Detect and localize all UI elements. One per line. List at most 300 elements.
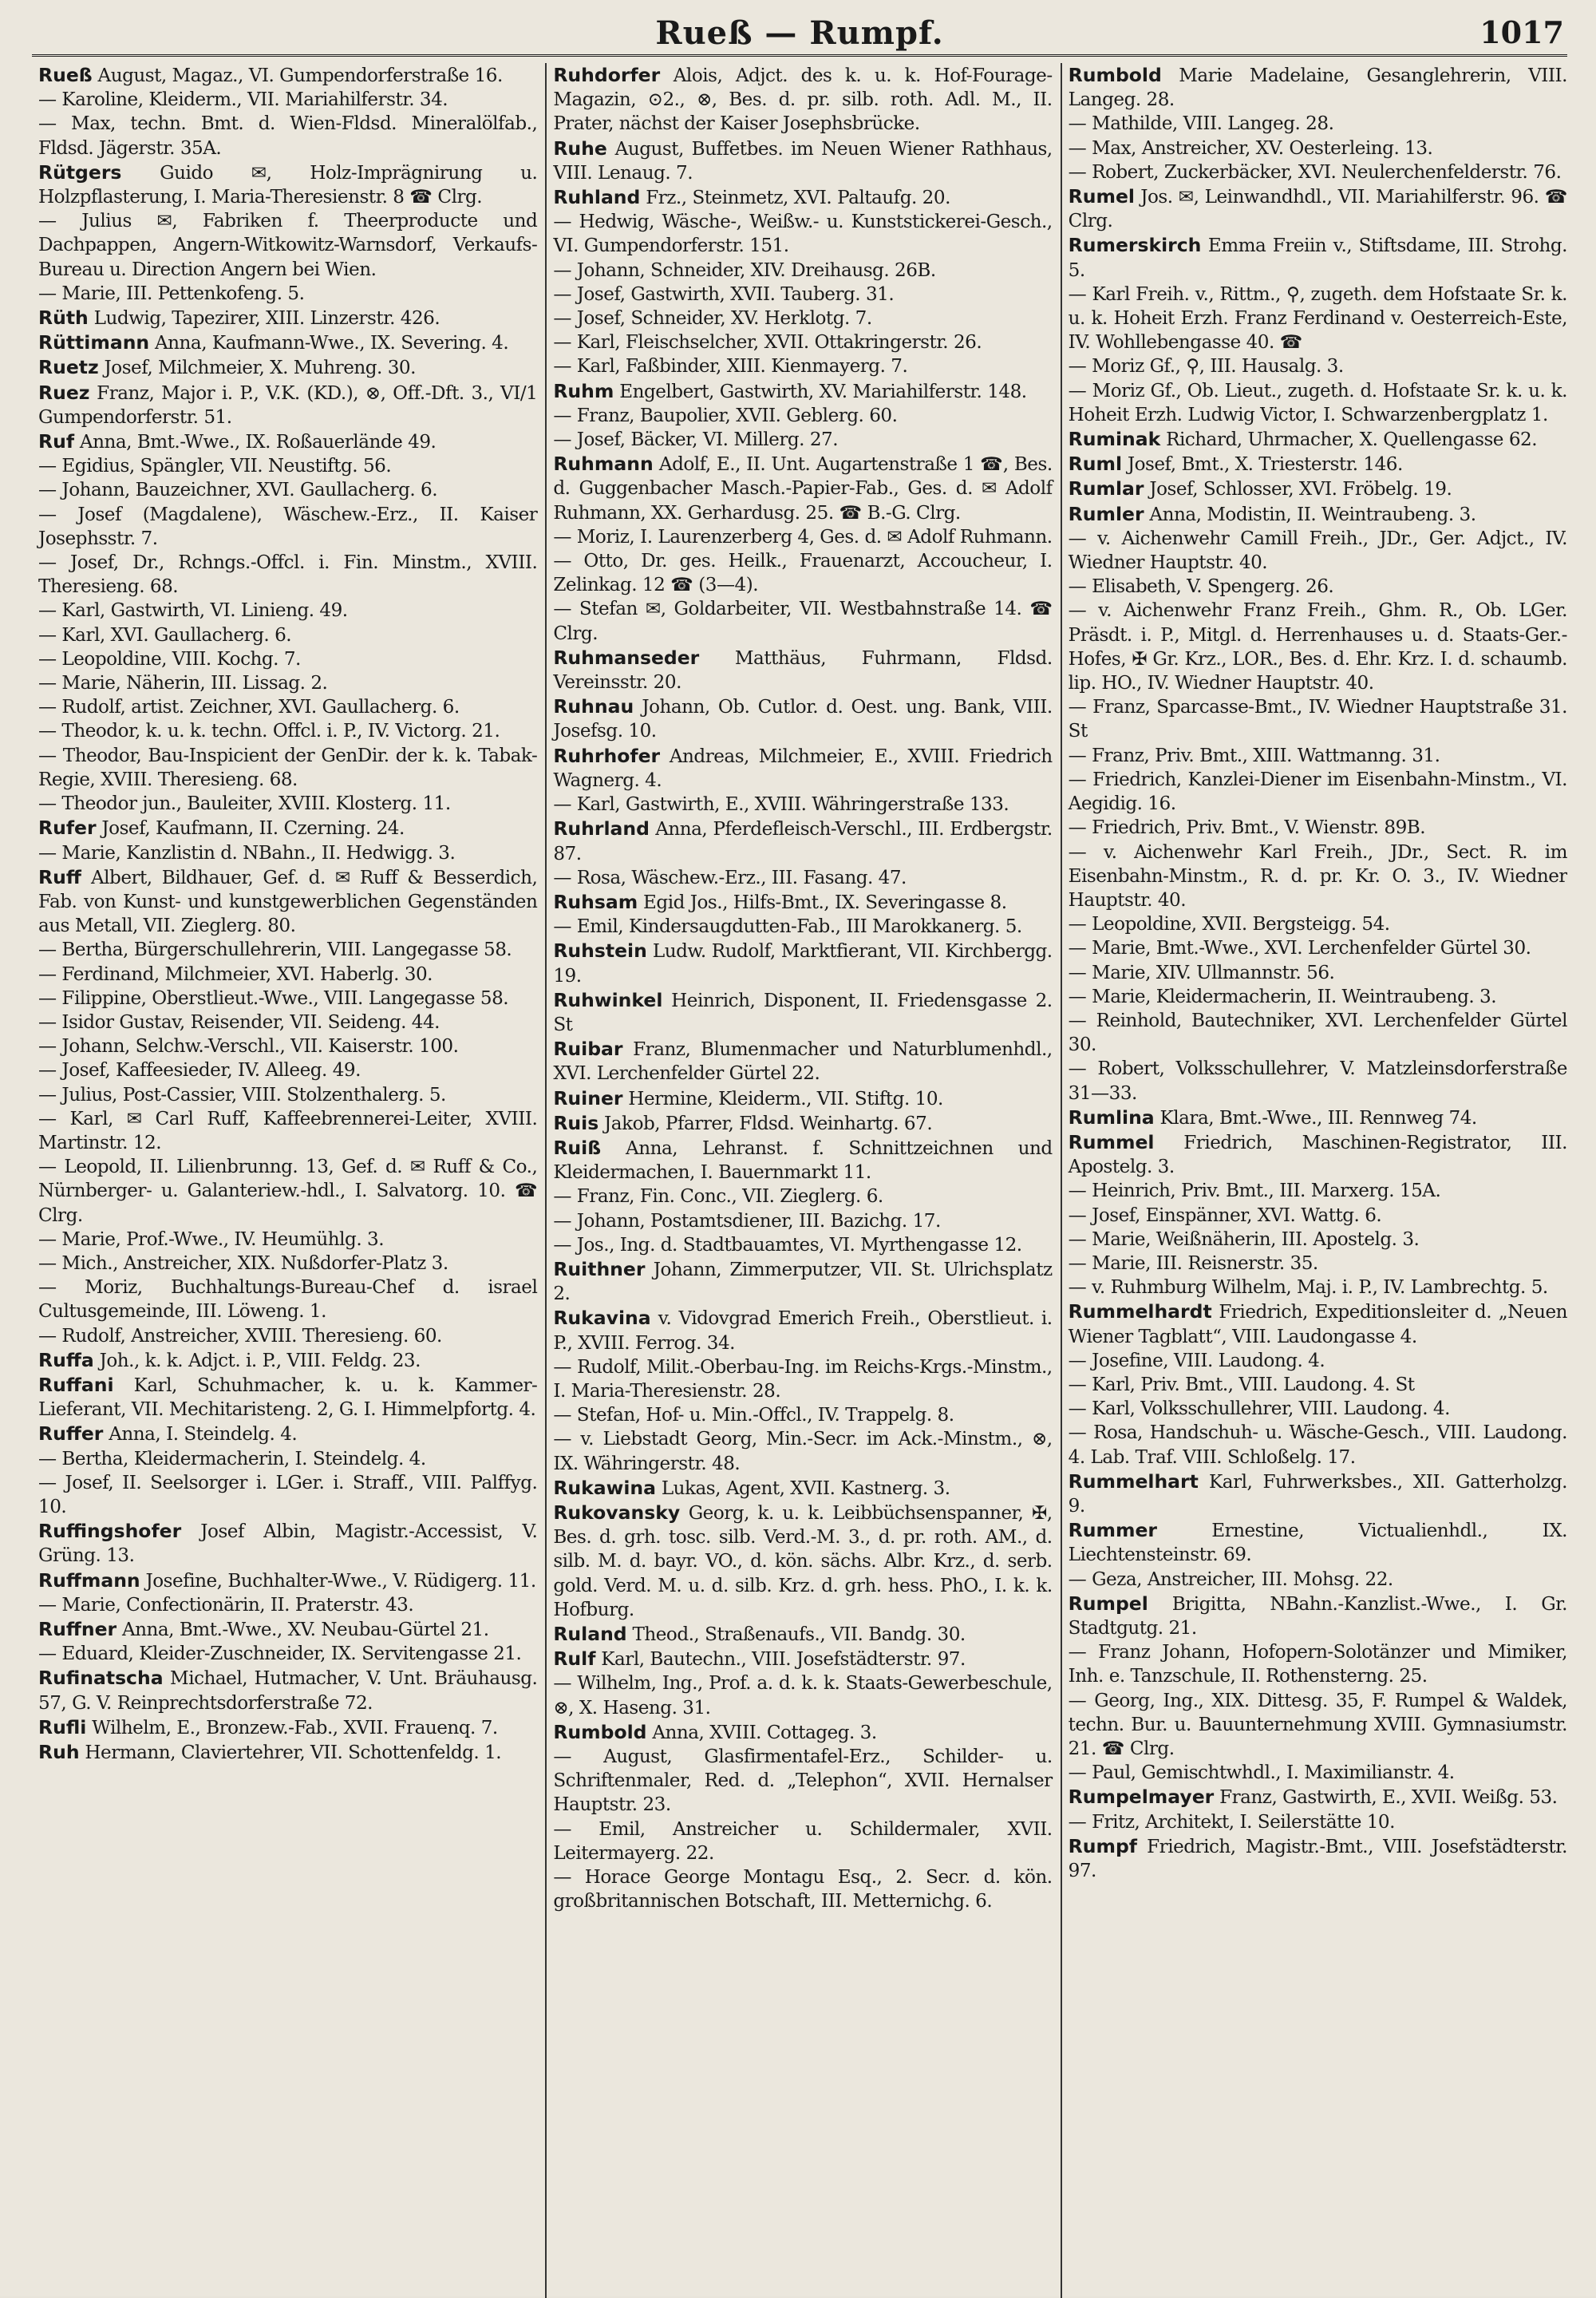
entry-text: Frz., Steinmetz, XVI. Paltaufg. 20.: [640, 188, 950, 209]
entry-text: Richard, Uhrmacher, X. Quellengasse 62.: [1160, 429, 1538, 451]
directory-entry: [1067, 136, 1567, 160]
entry-surname: Rukavina: [553, 1307, 651, 1330]
directory-entry: [1067, 695, 1567, 743]
directory-entry: [37, 88, 537, 112]
entry-text: — Marie, XIV. Ullmannstr. 56.: [1068, 962, 1335, 983]
entry-text: — Emil, Kindersaugdutten-Fab., III Marokkanerg. 5.: [553, 916, 1022, 938]
directory-entry: [37, 1593, 537, 1617]
directory-entry: [37, 1422, 537, 1446]
directory-entry: [37, 1348, 537, 1373]
entry-text: — Rudolf, Anstreicher, XVIII. Theresieng. 60.: [38, 1325, 442, 1347]
entry-text: Joh., k. k. Adjct. i. P., VIII. Feldg. 23.: [93, 1350, 421, 1371]
directory-entry: [37, 987, 537, 1011]
entry-surname: Ruis: [553, 1111, 599, 1134]
entry-surname: Rütgers: [38, 160, 122, 184]
directory-entry: [37, 963, 537, 987]
entry-text: — Max, Anstreicher, XV. Oesterleing. 13.: [1068, 137, 1433, 159]
entry-text: Anna, Pferdefleisch-Verschl., III. Erdbergstr. 87.: [553, 819, 1053, 864]
entry-text: — Johann, Postamtsdiener, III. Bazichg. 17.: [553, 1210, 941, 1232]
entry-surname: Ruhm: [553, 379, 614, 402]
directory-entry: [1067, 1785, 1567, 1810]
directory-entry: [37, 1058, 537, 1082]
entry-text: — Rudolf, Milit.-Oberbau-Ing. im Reichs-Krgs.-Minstm., I. Maria-Theresienstr. 28.: [553, 1356, 1053, 1402]
entry-text: — Julius, Post-Cassier, VIII. Stolzenthalerg. 5.: [38, 1084, 446, 1105]
entry-text: Ludw. Rudolf, Marktfierant, VII. Kirchbergg. 19.: [553, 941, 1053, 987]
entry-text: — Leopoldine, VIII. Kochg. 7.: [38, 648, 301, 670]
entry-text: Josef, Kaufmann, II. Czerning. 24.: [96, 818, 405, 840]
entry-text: — Moriz, Buchhaltungs-Bureau-Chef d. israel Cultusgemeinde, III. Löweng. 1.: [38, 1277, 538, 1323]
entry-text: Johann, Zimmerputzer, VII. St. Ulrichsplatz 2.: [553, 1259, 1053, 1305]
entry-text: — Robert, Volksschullehrer, V. Matzleinsdorferstraße 31—33.: [1068, 1058, 1567, 1104]
directory-entry: [551, 452, 1052, 525]
entry-text: — Josef (Magdalene), Wäschew.-Erz., II. Kaiser Josephsstr. 7.: [38, 504, 538, 549]
directory-entry: [551, 744, 1052, 793]
directory-entry: [1067, 1179, 1567, 1203]
entry-text: — Wilhelm, Ing., Prof. a. d. k. k. Staats-Gewerbeschule, ⊗, X. Haseng. 31.: [553, 1673, 1053, 1719]
directory-entry: [551, 210, 1052, 258]
directory-entry: [37, 112, 537, 160]
entry-text: — Karl, Volksschullehrer, VIII. Laudong. 4.: [1068, 1398, 1450, 1420]
entry-text: — Johann, Schneider, XIV. Dreihausg. 26B.: [553, 259, 936, 281]
entry-text: Heinrich, Disponent, II. Friedensgasse 2. St: [553, 990, 1053, 1035]
entry-text: — Moriz Gf., Ob. Lieut., zugeth. d. Hofstaate Sr. k. u. k. Hoheit Erzh. Ludwig Victor, I. Schwarzenbergplatz 1.: [1068, 380, 1567, 425]
directory-entry: [37, 1107, 537, 1155]
directory-entry: [551, 1185, 1052, 1208]
entry-text: — Bertha, Bürgerschullehrerin, VIII. Langegasse 58.: [38, 939, 512, 961]
directory-entry: [1067, 354, 1567, 378]
directory-entry: [1067, 502, 1567, 527]
entry-text: Adolf, E., II. Unt. Augartenstraße 1 ☎, Bes. d. Guggenbacher Masch.-Papier-Fab., Ges. d. ✉ Adolf Ruhmann, XX. Gerhardusg. 25. ☎ B.-G. Clrg.: [553, 454, 1053, 524]
directory-entry: [1067, 1130, 1567, 1179]
entry-surname: Ruffani: [38, 1373, 114, 1396]
directory-entry: [1067, 1105, 1567, 1130]
entry-text: — Fritz, Architekt, I. Seilerstätte 10.: [1068, 1811, 1395, 1833]
entry-text: Josef, Milchmeier, X. Muhreng. 30.: [98, 358, 416, 379]
directory-entry: [1067, 63, 1567, 112]
entry-text: — August, Glasfirmentafel-Erz., Schilder- u. Schriftenmaler, Red. d. „Telephon“, XVII. Hernalser Hauptstr. 23.: [553, 1746, 1053, 1816]
entry-text: — Ferdinand, Milchmeier, XVI. Haberlg. 30.: [38, 963, 433, 985]
directory-columns: [32, 63, 1567, 2298]
directory-entry: [551, 428, 1052, 452]
column-left: [32, 63, 547, 2298]
directory-entry: [37, 792, 537, 816]
directory-entry: [551, 890, 1052, 915]
entry-text: Anna, Lehranst. f. Schnittzeichnen und Kleidermachen, I. Bauernmarkt 11.: [553, 1137, 1053, 1184]
directory-entry: [37, 478, 537, 502]
entry-surname: Rufli: [38, 1715, 87, 1738]
entry-surname: Ruffer: [38, 1422, 104, 1446]
directory-entry: [551, 525, 1052, 549]
directory-entry: [1067, 1373, 1567, 1397]
entry-surname: Rumpf: [1068, 1834, 1138, 1857]
entry-surname: Ruffingshofer: [38, 1520, 182, 1543]
directory-entry: [37, 1228, 537, 1252]
entry-text: — Karl, XVI. Gaullacherg. 6.: [38, 624, 292, 646]
directory-entry: [37, 551, 537, 599]
directory-entry: [37, 623, 537, 647]
entry-text: — Josef, Dr., Rchngs.-Offcl. i. Fin. Minstm., XVIII. Theresieng. 68.: [38, 552, 538, 598]
directory-entry: [551, 1427, 1052, 1475]
entry-text: — Moriz Gf., ⚲, III. Hausalg. 3.: [1068, 356, 1344, 378]
page-header: [32, 14, 1567, 57]
entry-text: — Robert, Zuckerbäcker, XVI. Neulerchenfelderstr. 76.: [1068, 161, 1562, 183]
directory-entry: [551, 136, 1052, 185]
directory-entry: [551, 404, 1052, 428]
entry-text: — Josef, Kaffeesieder, IV. Alleeg. 49.: [38, 1060, 361, 1082]
entry-text: Josefine, Buchhalter-Wwe., V. Rüdigerg. 11.: [140, 1570, 536, 1592]
entry-text: — Karl, Fleischselcher, XVII. Ottakringerstr. 26.: [553, 332, 982, 354]
entry-text: Emma Freiin v., Stiftsdame, III. Strohg. 5.: [1068, 235, 1567, 281]
entry-surname: Ruff: [38, 865, 81, 888]
entry-text: — Marie, Confectionärin, II. Praterstr. 43.: [38, 1594, 414, 1616]
entry-surname: Ruf: [38, 430, 75, 453]
entry-surname: Rummelhardt: [1068, 1300, 1212, 1323]
directory-entry: [37, 695, 537, 719]
directory-entry: [37, 160, 537, 209]
directory-entry: [1067, 1252, 1567, 1276]
entry-text: — Friedrich, Kanzlei-Diener im Eisenbahn-Minstm., VI. Aegidig. 16.: [1068, 769, 1567, 815]
directory-entry: [1067, 936, 1567, 960]
directory-entry: [1067, 1276, 1567, 1299]
entry-text: — Karl, ✉ Carl Ruff, Kaffeebrennerei-Leiter, XVIII. Martinstr. 12.: [38, 1108, 538, 1153]
directory-entry: [551, 793, 1052, 817]
directory-entry: [1067, 840, 1567, 913]
entry-surname: Ruhland: [553, 186, 641, 209]
entry-surname: Ruhdorfer: [553, 64, 661, 86]
entry-surname: Rumbold: [1068, 64, 1162, 86]
entry-surname: Rumpel: [1068, 1592, 1148, 1615]
entry-text: — Josef, Einspänner, XVI. Wattg. 6.: [1068, 1204, 1382, 1226]
entry-text: — Otto, Dr. ges. Heilk., Frauenarzt, Accoucheur, I. Zelinkag. 12 ☎ (3—4).: [553, 551, 1053, 596]
directory-entry: [37, 1252, 537, 1276]
directory-entry: [37, 1011, 537, 1034]
entry-surname: Ruibar: [553, 1038, 623, 1061]
entry-text: Georg, k. u. k. Leibbüchsenspanner, ✠, Bes. d. grh. tosc. silb. Verd.-M. 3., d. pr. roth. AM., d. silb. M. d. bayr. VO., d. kön. sächs. Albr. Krz., d. serb. gold. Verd. M. u. d. silb. Krz. d. grh. hess. PhO., I. k. k. Hofburg.: [553, 1502, 1053, 1620]
entry-text: — Marie, Näherin, III. Lissag. 2.: [38, 673, 328, 694]
directory-entry: [37, 381, 537, 429]
directory-entry: [37, 306, 537, 330]
directory-entry: [37, 865, 537, 939]
entry-text: — Franz, Baupolier, XVII. Geblerg. 60.: [553, 405, 898, 426]
directory-entry: [37, 671, 537, 695]
entry-text: Wilhelm, E., Bronzew.-Fab., XVII. Frauenq. 7.: [86, 1717, 498, 1738]
directory-entry: [37, 63, 537, 88]
directory-entry: [37, 599, 537, 623]
entry-surname: Rumel: [1068, 185, 1135, 208]
entry-text: — Bertha, Kleidermacherin, I. Steindelg. 4.: [38, 1448, 426, 1469]
entry-text: — Julius ✉, Fabriken f. Theerproducte und Dachpappen, Angern-Witkowitz-Warnsdorf, Verkaufs-Bureau u. Direction Angern bei Wien.: [38, 211, 538, 280]
entry-text: — Josef, Bäcker, VI. Millerg. 27.: [553, 429, 839, 451]
directory-entry: [37, 647, 537, 671]
entry-surname: Ruhnau: [553, 695, 634, 718]
entry-surname: Rukawina: [553, 1476, 656, 1499]
directory-entry: [37, 355, 537, 380]
entry-text: — v. Aichenwehr Camill Freih., JDr., Ger. Adjct., IV. Wiedner Hauptstr. 40.: [1068, 528, 1567, 574]
directory-entry: [1067, 160, 1567, 184]
entry-surname: Ruhe: [553, 136, 607, 160]
entry-text: — Stefan, Hof- u. Min.-Offcl., IV. Trappelg. 8.: [553, 1405, 954, 1426]
page-number: 1017: [1479, 14, 1564, 50]
directory-entry: [551, 694, 1052, 743]
directory-entry: [1067, 112, 1567, 136]
directory-entry: [551, 1111, 1052, 1136]
entry-text: Anna, Modistin, II. Weintraubeng. 3.: [1144, 504, 1476, 525]
entry-text: — Rudolf, artist. Zeichner, XVI. Gaullacherg. 6.: [38, 697, 460, 718]
entry-text: — Max, techn. Bmt. d. Wien-Fldsd. Mineralölfab., Fldsd. Jägerstr. 35A.: [38, 113, 538, 159]
directory-entry: [1067, 1640, 1567, 1688]
directory-entry: [37, 1642, 537, 1666]
directory-entry: [551, 1209, 1052, 1233]
directory-entry: [551, 1233, 1052, 1257]
entry-surname: Ruhrland: [553, 817, 650, 840]
directory-entry: [1067, 1810, 1567, 1834]
column-middle: [547, 63, 1061, 2298]
directory-entry: [551, 1355, 1052, 1403]
directory-entry: [37, 1373, 537, 1422]
entry-text: — Karoline, Kleiderm., VII. Mariahilferstr. 34.: [38, 89, 448, 111]
entry-text: — Mich., Anstreicher, XIX. Nußdorfer-Platz 3.: [38, 1252, 448, 1274]
entry-text: — Hedwig, Wäsche-, Weißw.- u. Kunststickerei-Gesch., VI. Gumpendorferstr. 151.: [553, 212, 1053, 257]
entry-text: — Friedrich, Priv. Bmt., V. Wienstr. 89B.: [1068, 817, 1426, 839]
entry-text: — Egidius, Spängler, VII. Neustiftg. 56.: [38, 456, 392, 477]
entry-surname: Rumlina: [1068, 1105, 1155, 1129]
entry-text: — Marie, Prof.-Wwe., IV. Heumühlg. 3.: [38, 1228, 385, 1250]
directory-entry: [551, 1257, 1052, 1306]
entry-surname: Rummer: [1068, 1519, 1157, 1542]
entry-text: Marie Madelaine, Gesanglehrerin, VIII. Langeg. 28.: [1068, 65, 1567, 111]
entry-surname: Ruiner: [553, 1086, 623, 1109]
directory-entry: [551, 1306, 1052, 1355]
entry-surname: Rüttimann: [38, 331, 150, 354]
directory-entry: [551, 817, 1052, 865]
directory-entry: [1067, 1834, 1567, 1883]
entry-text: — Elisabeth, V. Spengerg. 26.: [1068, 576, 1334, 598]
entry-text: Matthäus, Fuhrmann, Fldsd. Vereinsstr. 20.: [553, 647, 1053, 694]
entry-text: — Marie, Weißnäherin, III. Apostelg. 3.: [1068, 1228, 1420, 1250]
entry-text: Lukas, Agent, XVII. Kastnerg. 3.: [656, 1477, 950, 1499]
entry-text: Michael, Hutmacher, V. Unt. Bräuhausg. 57, G. V. Reinprechtsdorferstraße 72.: [38, 1668, 538, 1714]
entry-text: — Marie, III. Reisnerstr. 35.: [1068, 1252, 1318, 1274]
directory-entry: [37, 1155, 537, 1228]
entry-surname: Ruffa: [38, 1348, 94, 1371]
directory-entry: [551, 915, 1052, 939]
entry-text: Franz, Gastwirth, E., XVII. Weißg. 53.: [1214, 1787, 1558, 1809]
entry-text: — Johann, Bauzeichner, XVI. Gaullacherg. 6.: [38, 480, 438, 501]
entry-text: Hermann, Claviertehrer, VII. Schottenfeldg. 1.: [79, 1742, 502, 1764]
directory-entry: [37, 1568, 537, 1593]
directory-entry: [551, 1865, 1052, 1913]
entry-text: Anna, Bmt.-Wwe., XV. Neubau-Gürtel 21.: [117, 1620, 489, 1640]
entry-text: — Karl, Gastwirth, E., XVIII. Währingerstraße 133.: [553, 794, 1009, 816]
entry-text: v. Vidovgrad Emerich Freih., Oberstlieut. i. P., XVIII. Ferrog. 34.: [553, 1308, 1053, 1354]
entry-text: August, Buffetbes. im Neuen Wiener Rathhaus, VIII. Lenaug. 7.: [553, 138, 1053, 184]
entry-surname: Rukovansky: [553, 1501, 681, 1524]
directory-entry: [37, 719, 537, 743]
directory-entry: [1067, 985, 1567, 1009]
entry-surname: Ruez: [38, 381, 90, 404]
directory-entry: [1067, 1204, 1567, 1228]
directory-entry: [37, 841, 537, 865]
entry-surname: Rumler: [1068, 502, 1144, 525]
directory-entry: [551, 1647, 1052, 1671]
directory-entry: [1067, 1397, 1567, 1421]
directory-entry: [1067, 575, 1567, 599]
directory-entry: [551, 549, 1052, 597]
entry-surname: Rueß: [38, 64, 93, 86]
entry-text: — Isidor Gustav, Reisender, VII. Seideng. 44.: [38, 1011, 440, 1033]
entry-text: — Georg, Ing., XIX. Dittesg. 35, F. Rumpel & Waldek, techn. Bur. u. Bauunternehmung XVIII. Gymnasiumstr. 21. ☎ Clrg.: [1068, 1690, 1567, 1760]
entry-text: Theod., Straßenaufs., VII. Bandg. 30.: [626, 1624, 966, 1645]
entry-surname: Rufinatscha: [38, 1667, 164, 1690]
entry-surname: Ruffner: [38, 1618, 117, 1640]
entry-text: — Josef, Gastwirth, XVII. Tauberg. 31.: [553, 283, 895, 305]
entry-surname: Rüth: [38, 307, 89, 330]
entry-text: — Moriz, I. Laurenzerberg 4, Ges. d. ✉ Adolf Ruhmann.: [553, 526, 1053, 548]
entry-text: Karl, Fuhrwerksbes., XII. Gatterholzg. 9.: [1068, 1471, 1567, 1517]
entry-text: — Leopold, II. Lilienbrunng. 13, Gef. d. ✉ Ruff & Co., Nürnberger- u. Galanteriew.-hdl., I. Salvatorg. 10. ☎ Clrg.: [38, 1157, 538, 1226]
entry-text: — Emil, Anstreicher u. Schildermaler, XVII. Leitermayerg. 22.: [553, 1818, 1053, 1864]
entry-text: Egid Jos., Hilfs-Bmt., IX. Severingasse 8.: [638, 892, 1007, 913]
entry-text: Alois, Adjct. des k. u. k. Hof-Fourage-Magazin, ⊙2., ⊗, Bes. d. pr. silb. roth. Adl. M., II. Prater, nächst der Kaiser Josephsbrücke.: [553, 65, 1053, 135]
directory-entry: [551, 1671, 1052, 1719]
entry-text: — Mathilde, VIII. Langeg. 28.: [1068, 113, 1334, 135]
directory-entry: [37, 938, 537, 962]
directory-entry: [551, 1745, 1052, 1817]
entry-text: Jos. ✉, Leinwandhdl., VII. Mariahilferstr. 96. ☎ Clrg.: [1068, 187, 1567, 232]
entry-surname: Ruffmann: [38, 1568, 140, 1592]
entry-text: — Paul, Gemischtwhdl., I. Maximilianstr. 4.: [1068, 1762, 1455, 1784]
directory-entry: [1067, 912, 1567, 936]
directory-entry: [1067, 1689, 1567, 1762]
entry-text: Anna, XVIII. Cottageg. 3.: [646, 1722, 877, 1743]
directory-entry: [37, 503, 537, 551]
directory-entry: [551, 259, 1052, 283]
entry-text: — Geza, Anstreicher, III. Mohsg. 22.: [1068, 1568, 1393, 1590]
directory-entry: [551, 354, 1052, 378]
entry-text: Karl, Bautechn., VIII. Josefstädterstr. 97.: [595, 1649, 966, 1671]
directory-entry: [551, 1476, 1052, 1501]
entry-surname: Ruhstein: [553, 939, 647, 963]
directory-entry: [551, 1720, 1052, 1745]
entry-text: — Marie, Kleidermacherin, II. Weintraubeng. 3.: [1068, 986, 1497, 1007]
entry-text: Albert, Bildhauer, Gef. d. ✉ Ruff & Besserdich, Fab. von Kunst- und kunstgewerblichen Gegenständen aus Metall, VII. Zieglerg. 80.: [38, 867, 538, 937]
directory-entry: [551, 1817, 1052, 1865]
entry-text: Jakob, Pfarrer, Fldsd. Weinhartg. 67.: [598, 1113, 933, 1134]
directory-entry: [37, 1276, 537, 1323]
entry-surname: Ruml: [1068, 453, 1123, 476]
entry-text: — Jos., Ing. d. Stadtbauamtes, VI. Myrthengasse 12.: [553, 1234, 1022, 1256]
directory-entry: [551, 1622, 1052, 1647]
directory-entry: [551, 988, 1052, 1037]
entry-text: — Horace George Montagu Esq., 2. Secr. d. kön. großbritannischen Botschaft, III. Metternichg. 6.: [553, 1867, 1053, 1912]
entry-text: — Heinrich, Priv. Bmt., III. Marxerg. 15A.: [1068, 1181, 1441, 1202]
entry-surname: Rummelhart: [1068, 1469, 1199, 1493]
entry-text: Josef, Bmt., X. Triesterstr. 146.: [1122, 454, 1403, 476]
entry-text: Friedrich, Maschinen-Registrator, III. Apostelg. 3.: [1068, 1132, 1567, 1178]
entry-surname: Rumerskirch: [1068, 234, 1202, 257]
directory-entry: [551, 939, 1052, 987]
entry-surname: Rulf: [553, 1647, 596, 1671]
entry-text: — v. Liebstadt Georg, Min.-Secr. im Ack.-Minstm., ⊗, IX. Währingerstr. 48.: [553, 1429, 1053, 1474]
entry-text: Engelbert, Gastwirth, XV. Mariahilferstr. 148.: [614, 381, 1027, 402]
entry-surname: Ruh: [38, 1741, 80, 1764]
directory-entry: [1067, 1057, 1567, 1105]
directory-entry: [1067, 427, 1567, 452]
entry-surname: Ruhmanseder: [553, 646, 700, 669]
directory-entry: [37, 1740, 537, 1765]
directory-entry: [551, 1037, 1052, 1086]
directory-entry: [551, 283, 1052, 307]
directory-entry: [1067, 816, 1567, 840]
entry-text: — Rosa, Wäschew.-Erz., III. Fasang. 47.: [553, 867, 907, 888]
entry-text: — Reinhold, Bautechniker, XVI. Lerchenfelder Gürtel 30.: [1068, 1010, 1567, 1056]
entry-text: — Josef, II. Seelsorger i. LGer. i. Straff., VIII. Palffyg. 10.: [38, 1472, 538, 1517]
entry-surname: Rumbold: [553, 1720, 647, 1743]
directory-entry: [551, 1403, 1052, 1427]
directory-entry: [1067, 768, 1567, 816]
entry-text: — v. Ruhmburg Wilhelm, Maj. i. P., IV. Lambrechtg. 5.: [1068, 1277, 1548, 1299]
directory-entry: [37, 1715, 537, 1740]
directory-entry: [1067, 452, 1567, 477]
entry-text: Franz, Major i. P., V.K. (KD.), ⊗, Off.-Dft. 3., VI/1 Gumpendorferstr. 51.: [38, 382, 538, 428]
entry-text: Josef Albin, Magistr.-Accessist, V. Grüng. 13.: [38, 1521, 538, 1567]
directory-entry: [37, 1034, 537, 1058]
entry-text: Franz, Blumenmacher und Naturblumenhdl., XVI. Lerchenfelder Gürtel 22.: [553, 1039, 1053, 1085]
directory-entry: [1067, 1469, 1567, 1518]
entry-text: — Karl, Gastwirth, VI. Linieng. 49.: [38, 600, 348, 622]
column-right: [1062, 63, 1567, 2298]
directory-entry: [37, 1519, 537, 1568]
entry-text: Anna, I. Steindelg. 4.: [103, 1424, 298, 1446]
entry-surname: Rumpelmayer: [1068, 1786, 1215, 1809]
directory-entry: [1067, 1349, 1567, 1373]
directory-entry: [37, 816, 537, 840]
entry-surname: Ruland: [553, 1623, 627, 1645]
directory-entry: [551, 1136, 1052, 1185]
directory-entry: [37, 1083, 537, 1107]
entry-text: Friedrich, Expeditionsleiter d. „Neuen Wiener Tagblatt“, VIII. Laudongasse 4.: [1068, 1302, 1567, 1347]
entry-text: — Karl Freih. v., Rittm., ⚲, zugeth. dem Hofstaate Sr. k. u. k. Hoheit Erzh. Franz Ferdinand v. Oesterreich-Este, IV. Wohllebengasse 40. ☎: [1068, 283, 1567, 354]
directory-entry: [37, 454, 537, 478]
entry-surname: Ruhmann: [553, 453, 654, 476]
entry-text: — Karl, Priv. Bmt., VIII. Laudong. 4. St: [1068, 1374, 1415, 1395]
entry-text: — Josefine, VIII. Laudong. 4.: [1068, 1350, 1325, 1371]
entry-text: August, Magaz., VI. Gumpendorferstraße 16.: [92, 65, 503, 86]
entry-surname: Ruminak: [1068, 428, 1161, 451]
directory-entry: [37, 1324, 537, 1348]
directory-entry: [1067, 379, 1567, 427]
entry-text: — Filippine, Oberstlieut.-Wwe., VIII. Langegasse 58.: [38, 987, 509, 1009]
entry-surname: Ruhsam: [553, 890, 638, 913]
entry-text: — Marie, Kanzlistin d. NBahn., II. Hedwigg. 3.: [38, 842, 456, 864]
directory-entry: [37, 744, 537, 792]
entry-text: Ludwig, Tapezirer, XIII. Linzerstr. 426.: [88, 308, 440, 330]
entry-text: — Franz Johann, Hofopern-Solotänzer und Mimiker, Inh. e. Tanzschule, II. Rothensterng. 25.: [1068, 1642, 1567, 1687]
directory-entry: [1067, 599, 1567, 695]
directory-entry: [37, 282, 537, 306]
directory-entry: [1067, 233, 1567, 282]
entry-surname: Ruiß: [553, 1136, 602, 1159]
entry-text: Karl, Schuhmacher, k. u. k. Kammer-Lieferant, VII. Mechitaristeng. 2, G. I. Himmelpfortg. 4.: [38, 1374, 538, 1421]
entry-text: — Josef, Schneider, XV. Herklotg. 7.: [553, 308, 872, 330]
directory-entry: [37, 1666, 537, 1715]
directory-entry: [551, 63, 1052, 136]
directory-entry: [37, 1617, 537, 1642]
entry-text: — Marie, Bmt.-Wwe., XVI. Lerchenfelder Gürtel 30.: [1068, 938, 1531, 959]
entry-text: Johann, Ob. Cutlor. d. Oest. ung. Bank, VIII. Josefsg. 10.: [553, 697, 1053, 742]
entry-text: — Karl, Faßbinder, XIII. Kienmayerg. 7.: [553, 356, 908, 378]
page-title: Rueß — Rumpf.: [655, 14, 944, 52]
